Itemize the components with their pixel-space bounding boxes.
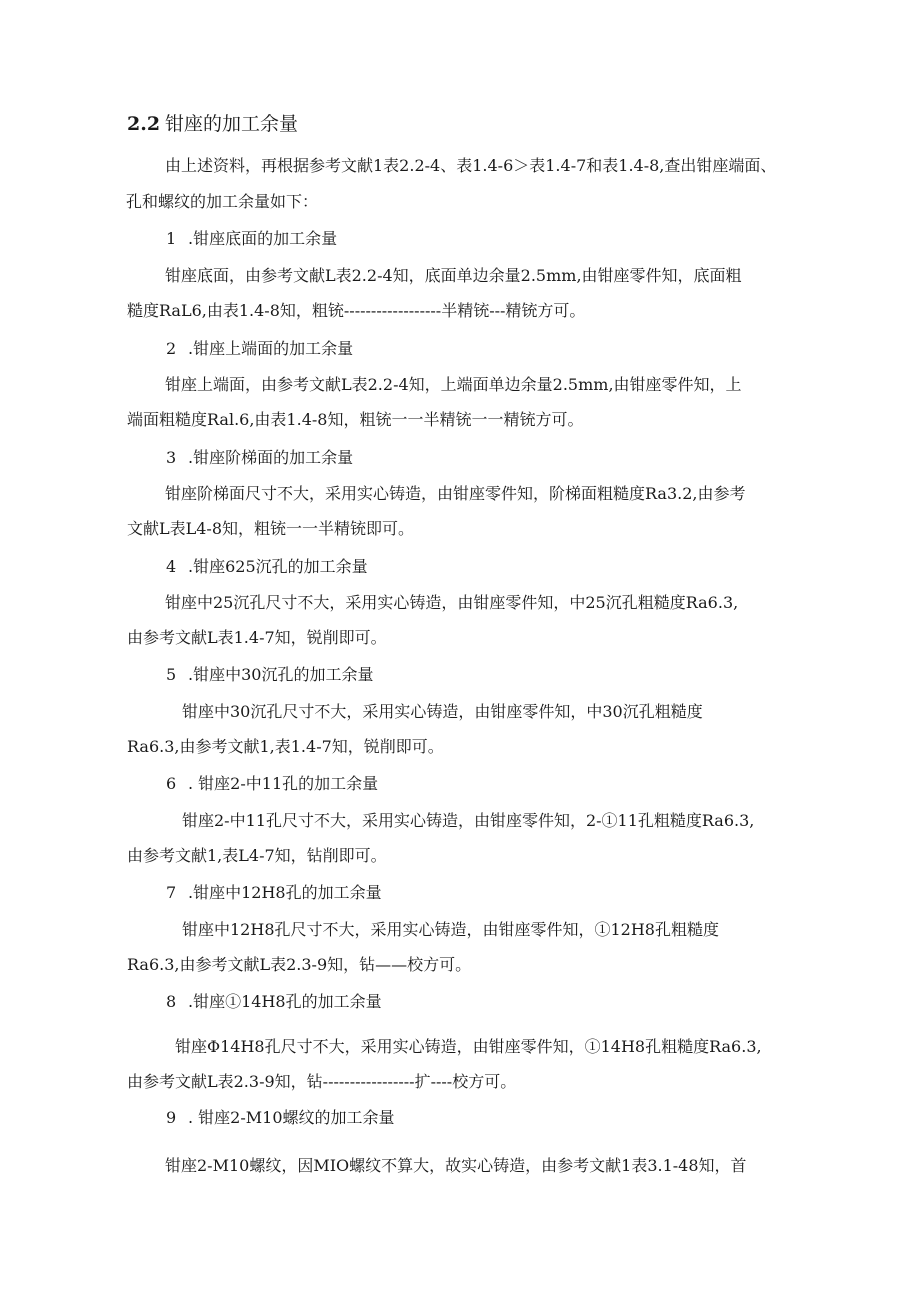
- item-9-title: . 钳座2-M10螺纹的加工余量: [188, 1108, 395, 1127]
- section-number: 2.2: [127, 113, 161, 135]
- item-1-title: .钳座底面的加工余量: [188, 229, 338, 248]
- item-8-number: 8: [166, 992, 177, 1011]
- item-5-heading: [166, 663, 920, 687]
- item-7-number: 7: [166, 883, 177, 902]
- section-title: 钳座的加工余量: [165, 113, 299, 135]
- item-6-number: 6: [166, 774, 177, 793]
- item-5-number: 5: [166, 665, 177, 684]
- item-2-title: .钳座上端面的加工余量: [188, 339, 354, 358]
- item-3-line-1: 钳座阶梯面尺寸不大，采用实心铸造，由钳座零件知，阶梯面粗糙度Ra3.2,由参考: [165, 484, 746, 503]
- item-2-line-1: 钳座上端面，由参考文献L表2.2-4知，上端面单边余量2.5mm,由钳座零件知，上: [165, 375, 742, 394]
- item-1-line-2: 糙度RaL6,由表1.4-8知，粗铳------------------半精铳---精铳方可。: [127, 301, 586, 320]
- item-2-line-2: 端面粗糙度Ral.6,由表1.4-8知，粗铳一一半精铳一一精铳方可。: [127, 410, 584, 429]
- item-4-line-1: 钳座中25沉孔尺寸不大，采用实心铸造，由钳座零件知，中25沉孔粗糙度Ra6.3,: [165, 593, 739, 612]
- item-8-line-1: 钳座Φ14H8孔尺寸不大，采用实心铸造，由钳座零件知，①14H8孔粗糙度Ra6.3,: [175, 1037, 762, 1056]
- item-7-heading: [166, 881, 920, 905]
- item-3-number: 3: [166, 448, 177, 467]
- item-5-line-2: Ra6.3,由参考文献1,表1.4-7知，锐削即可。: [127, 737, 444, 756]
- item-9-number: 9: [166, 1108, 177, 1127]
- intro-line-1: 由上述资料，再根据参考文献1表2.2-4、表1.4-6＞表1.4-7和表1.4-8,查出钳座端面、: [165, 156, 777, 175]
- item-6-title: . 钳座2-中11孔的加工余量: [188, 774, 379, 793]
- item-5-line-1: 钳座中30沉孔尺寸不大，采用实心铸造，由钳座零件知，中30沉孔粗糙度: [182, 702, 703, 721]
- item-8-heading: [166, 990, 920, 1014]
- item-8-line-2: 由参考文献L表2.3-9知，钻-----------------扩----校方可。: [127, 1072, 517, 1091]
- item-7-title: .钳座中12H8孔的加工余量: [188, 883, 382, 902]
- item-9-line-1: 钳座2-M10螺纹，因MIO螺纹不算大，故实心铸造，由参考文献1表3.1-48知，首: [165, 1156, 747, 1175]
- intro-line-2: 孔和螺纹的加工余量如下：: [126, 192, 319, 211]
- item-3-heading: [166, 446, 920, 470]
- item-6-line-1: 钳座2-中11孔尺寸不大，采用实心铸造，由钳座零件知，2-①11孔粗糙度Ra6.3,: [182, 811, 755, 830]
- section-heading: [127, 112, 920, 136]
- item-7-line-2: Ra6.3,由参考文献L表2.3-9知，钻——校方可。: [127, 955, 472, 974]
- item-9-heading: [166, 1106, 920, 1130]
- item-8-title: .钳座①14H8孔的加工余量: [188, 992, 382, 1011]
- item-3-line-2: 文献L表L4-8知，粗铳一一半精铳即可。: [127, 519, 415, 538]
- item-1-line-1: 钳座底面，由参考文献L表2.2-4知，底面单边余量2.5mm,由钳座零件知，底面粗: [165, 266, 742, 285]
- item-7-line-1: 钳座中12H8孔尺寸不大，采用实心铸造，由钳座零件知，①12H8孔粗糙度: [182, 920, 719, 939]
- item-4-line-2: 由参考文献L表1.4-7知，锐削即可。: [127, 628, 387, 647]
- item-2-number: 2: [166, 339, 177, 358]
- item-4-title: .钳座625沉孔的加工余量: [188, 557, 368, 576]
- item-5-title: .钳座中30沉孔的加工余量: [188, 665, 374, 684]
- item-4-number: 4: [166, 557, 177, 576]
- item-6-heading: [166, 772, 920, 796]
- item-1-heading: [166, 227, 920, 251]
- item-6-line-2: 由参考文献1,表L4-7知，钻削即可。: [127, 846, 387, 865]
- item-4-heading: [166, 555, 920, 579]
- item-2-heading: [166, 337, 920, 361]
- item-1-number: 1: [166, 229, 177, 248]
- item-3-title: .钳座阶梯面的加工余量: [188, 448, 354, 467]
